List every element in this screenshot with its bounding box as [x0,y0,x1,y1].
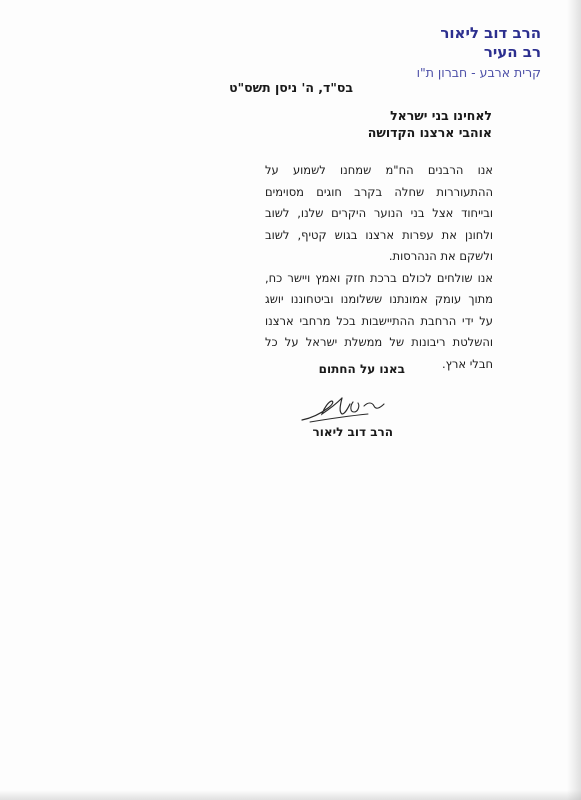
letterhead [417,24,541,82]
addressee [368,107,492,141]
letterhead-name: הרב דוב ליאור [440,24,541,42]
handwritten-signature [298,392,394,426]
scan-edge-shadow-bottom [0,790,581,800]
addressee-line-1: לאחינו בני ישראל [390,108,492,123]
addressee-line-2: אוהבי ארצנו הקדושה [367,125,492,140]
body-paragraph-2: אנו שולחים לכולם ברכת חזק ואמץ ויישר כח, מתוך עומק אמונתנו ששלומנו וביטחוננו יושג על ידי הרחבת ההתיישבות בכל מרחבי ארצנו והשלטת ריבונות של ממשלת ישראל על כל חבלי ארץ. [265,270,493,371]
letterhead-location: קרית ארבע - חברון ת"ו [416,65,541,80]
signature-name: הרב דוב ליאור [312,425,393,439]
letter-body [265,160,493,375]
date-line: בס"ד, ה' ניסן תשס"ט [229,80,353,95]
scan-edge-shadow [567,0,581,800]
closing-line: באנו על החתום [318,362,405,376]
body-paragraph-1: אנו הרבנים הח"מ שמחנו לשמוע על ההתעוררות שחלה בקרב חוגים מסוימים ובייחוד אצל בני הנוער היקרים שלנו, לשוב ולחונן את עפרות ארצנו בגוש קטיף, לשוב ולשקם את הנהרסות. [265,163,493,263]
letterhead-title: רב העיר [483,43,541,61]
